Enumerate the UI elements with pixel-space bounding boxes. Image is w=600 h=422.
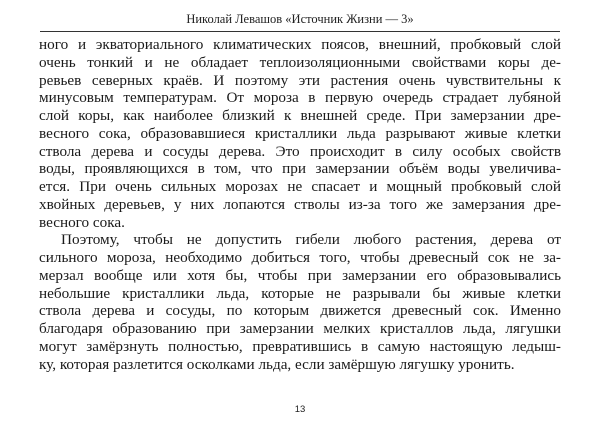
- running-header: Николай Левашов «Источник Жизни — 3»: [186, 12, 414, 26]
- text-line: небольшие кристаллики льда, которые не разрывали бы живые клетки: [39, 284, 561, 302]
- text-line: весного сока.: [39, 213, 125, 231]
- header-rule: [40, 31, 560, 32]
- text-line: ствола дерева и сосуды дерева. Это происходит в силу особых свойств: [39, 142, 561, 160]
- text-line: ревьев северных краёв. И поэтому эти растения очень чувствительны к: [39, 71, 561, 89]
- text-line: хвойных деревьев, у них лопаются стволы из-за того же замерзания дре-: [39, 195, 561, 213]
- text-line: весного сока, образовавшиеся кристаллики льда разрывают живые клетки: [39, 124, 561, 142]
- text-line: минусовым температурам. От мороза в первую очередь страдает лубяной: [39, 89, 561, 107]
- page-number: 13: [294, 404, 306, 415]
- text-line: благодаря образованию при замерзании мелких кристаллов льда, лягушки: [39, 320, 561, 337]
- text-line: сильного мороза, необходимо добиться того, чтобы древесный сок не за-: [39, 249, 561, 266]
- text-line: ствола дерева и сосуды, по которым движется древесный сок. Именно: [39, 302, 561, 320]
- text-line: ется. При очень сильных морозах не спасает и мощный пробковый слой: [39, 178, 561, 195]
- text-line: ку, которая разлетится осколками льда, если замёршую лягушку уронить.: [39, 355, 515, 373]
- text-line: могут замёрзнуть полностью, превратившись в самую настоящую ледыш-: [39, 337, 561, 355]
- text-line: ного и экваториального климатических поясов, внешний, пробковый слой: [39, 36, 561, 53]
- body-text: [39, 36, 561, 373]
- text-line: очень тонкий и не обладает теплоизоляционными свойствами коры де-: [39, 53, 561, 71]
- text-line: мерзал вообще или хотя бы, чтобы при замерзании его образовывались: [39, 266, 561, 284]
- text-line: Поэтому, чтобы не допустить гибели любого растения, дерева от: [61, 231, 561, 249]
- text-line: слой коры, как наиболее близкий к внешней среде. При замерзании дре-: [39, 107, 561, 124]
- text-line: воды, проявляющихся в том, что при замерзании объём воды увеличива-: [39, 160, 561, 178]
